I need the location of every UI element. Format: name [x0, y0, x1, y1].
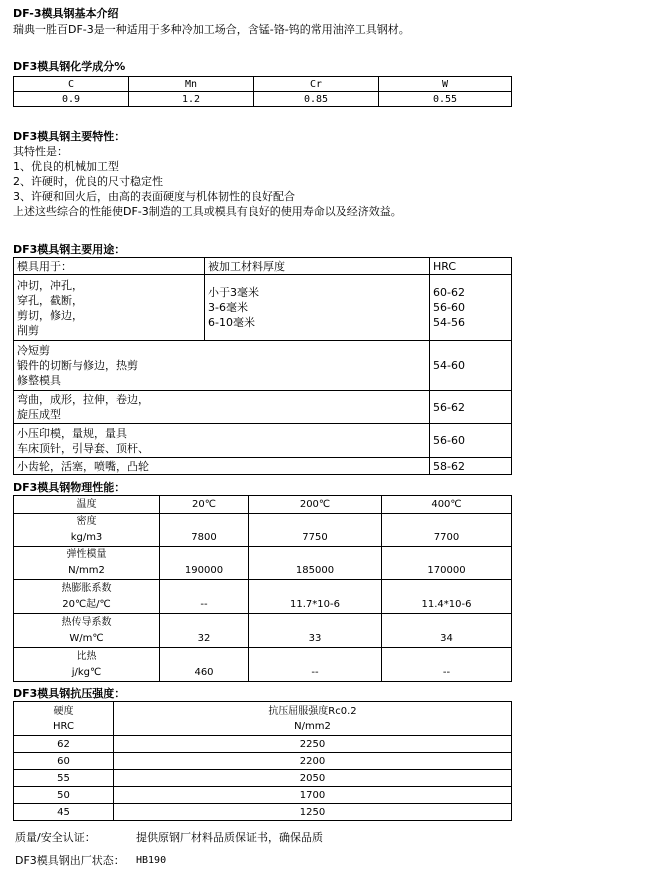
phys-row-name: 密度 kg/m3 — [14, 514, 160, 547]
chem-header-cr: Cr — [254, 77, 379, 92]
props-title: DF3模具钢主要特性： — [13, 130, 126, 143]
comp-row — [14, 804, 512, 821]
phys-row-name: 热膨胀系数 20℃起/℃ — [14, 580, 160, 614]
uses-row-thickness: 小于3毫米 3-6毫米 6-10毫米 — [205, 275, 430, 341]
uses-row-hrc: 58-62 — [430, 458, 512, 475]
comp-row-hrc: 45 — [14, 804, 114, 821]
intro-text: 瑞典一胜百DF-3是一种适用于多种冷加工场合，含锰-铬-钨的常用油淬工具钢材。 — [13, 23, 410, 36]
phys-table — [13, 495, 512, 682]
uses-row-hrc: 60-62 56-60 54-56 — [430, 275, 512, 341]
phys-row — [14, 580, 512, 614]
phys-row-value: -- — [382, 648, 512, 682]
phys-header-200: 200℃ — [249, 496, 382, 514]
comp-row-hrc: 55 — [14, 770, 114, 787]
comp-title: DF3模具钢抗压强度： — [13, 687, 126, 700]
comp-table — [13, 701, 512, 821]
uses-row-hrc: 56-60 — [430, 424, 512, 458]
comp-row-hrc: 50 — [14, 787, 114, 804]
phys-row-name: 热传导系数 W/m℃ — [14, 614, 160, 648]
state-value: HB190 — [136, 855, 167, 866]
comp-header-row — [14, 702, 512, 736]
intro-title: DF-3模具钢基本介绍 — [13, 7, 119, 20]
cert-label: 质量/安全认证： — [15, 831, 96, 844]
props-line: 2、许硬时，优良的尺寸稳定性 — [13, 175, 163, 188]
state-label: DF3模具钢出厂状态： — [15, 854, 125, 867]
chem-value-row — [14, 92, 512, 107]
comp-row-strength: 1250 — [114, 804, 512, 821]
phys-row-value: -- — [160, 580, 249, 614]
phys-row-value: 11.7*10-6 — [249, 580, 382, 614]
phys-row-value: 460 — [160, 648, 249, 682]
chem-table — [13, 76, 512, 107]
chem-header-w: W — [379, 77, 512, 92]
uses-row — [14, 391, 512, 424]
chem-header-row — [14, 77, 512, 92]
comp-row — [14, 770, 512, 787]
uses-header-thickness: 被加工材料厚度 — [205, 258, 430, 275]
phys-header-row — [14, 496, 512, 514]
phys-row-value: 7800 — [160, 514, 249, 547]
props-line: 1、优良的机械加工型 — [13, 160, 119, 173]
chem-value-c: 0.9 — [14, 92, 129, 107]
phys-row-value: 7750 — [249, 514, 382, 547]
phys-row-value: 11.4*10-6 — [382, 580, 512, 614]
cert-value: 提供原钢厂材料品质保证书，确保品质 — [136, 831, 323, 844]
uses-row-application: 冷短剪 锻件的切断与修边，热剪 修整模具 — [14, 341, 430, 391]
comp-row-hrc: 62 — [14, 736, 114, 753]
uses-table — [13, 257, 512, 475]
uses-row — [14, 341, 512, 391]
uses-row — [14, 275, 512, 341]
phys-row-value: 170000 — [382, 547, 512, 580]
props-line: 上述这些综合的性能使DF-3制造的工具或模具有良好的使用寿命以及经济效益。 — [13, 205, 402, 218]
phys-row — [14, 514, 512, 547]
comp-row-hrc: 60 — [14, 753, 114, 770]
uses-header-mold: 模具用于： — [14, 258, 205, 275]
uses-title: DF3模具钢主要用途： — [13, 243, 126, 256]
phys-header-400: 400℃ — [382, 496, 512, 514]
phys-row-value: 34 — [382, 614, 512, 648]
uses-header-row — [14, 258, 512, 275]
phys-row-value: 190000 — [160, 547, 249, 580]
chem-title: DF3模具钢化学成分% — [13, 60, 126, 73]
uses-row-application: 小压印模，量规，量具 车床顶针，引导套、顶杆、 — [14, 424, 430, 458]
phys-row-value: 33 — [249, 614, 382, 648]
chem-header-mn: Mn — [129, 77, 254, 92]
uses-row — [14, 424, 512, 458]
props-list — [13, 144, 402, 219]
phys-header-20: 20℃ — [160, 496, 249, 514]
phys-row — [14, 547, 512, 580]
phys-row-value: -- — [249, 648, 382, 682]
phys-title: DF3模具钢物理性能： — [13, 481, 126, 494]
chem-header-c: C — [14, 77, 129, 92]
uses-row-application: 小齿轮，活塞，喷嘴，凸轮 — [14, 458, 430, 475]
comp-row-strength: 2050 — [114, 770, 512, 787]
uses-row-application: 弯曲，成形，拉伸，卷边， 旋压成型 — [14, 391, 430, 424]
uses-row-hrc: 54-60 — [430, 341, 512, 391]
chem-value-w: 0.55 — [379, 92, 512, 107]
uses-header-hrc: HRC — [430, 258, 512, 275]
props-line: 3、许硬和回火后，由高的表面硬度与机体韧性的良好配合 — [13, 190, 295, 203]
comp-header-hardness: 硬度 HRC — [14, 702, 114, 736]
phys-row-value: 185000 — [249, 547, 382, 580]
comp-row — [14, 753, 512, 770]
chem-value-cr: 0.85 — [254, 92, 379, 107]
comp-row-strength: 1700 — [114, 787, 512, 804]
props-line: 其特性是： — [13, 145, 68, 158]
comp-row-strength: 2200 — [114, 753, 512, 770]
uses-row — [14, 458, 512, 475]
phys-row-name: 比热 j/kg℃ — [14, 648, 160, 682]
comp-row — [14, 787, 512, 804]
uses-row-hrc: 56-62 — [430, 391, 512, 424]
comp-row — [14, 736, 512, 753]
chem-value-mn: 1.2 — [129, 92, 254, 107]
phys-header-temp: 温度 — [14, 496, 160, 514]
phys-row-value: 7700 — [382, 514, 512, 547]
phys-row-value: 32 — [160, 614, 249, 648]
comp-row-strength: 2250 — [114, 736, 512, 753]
phys-row-name: 弹性模量 N/mm2 — [14, 547, 160, 580]
comp-header-strength: 抗压屈服强度Rc0.2 N/mm2 — [114, 702, 512, 736]
uses-row-application: 冲切，冲孔， 穿孔，截断， 剪切，修边， 削剪 — [14, 275, 205, 341]
phys-row — [14, 614, 512, 648]
phys-row — [14, 648, 512, 682]
